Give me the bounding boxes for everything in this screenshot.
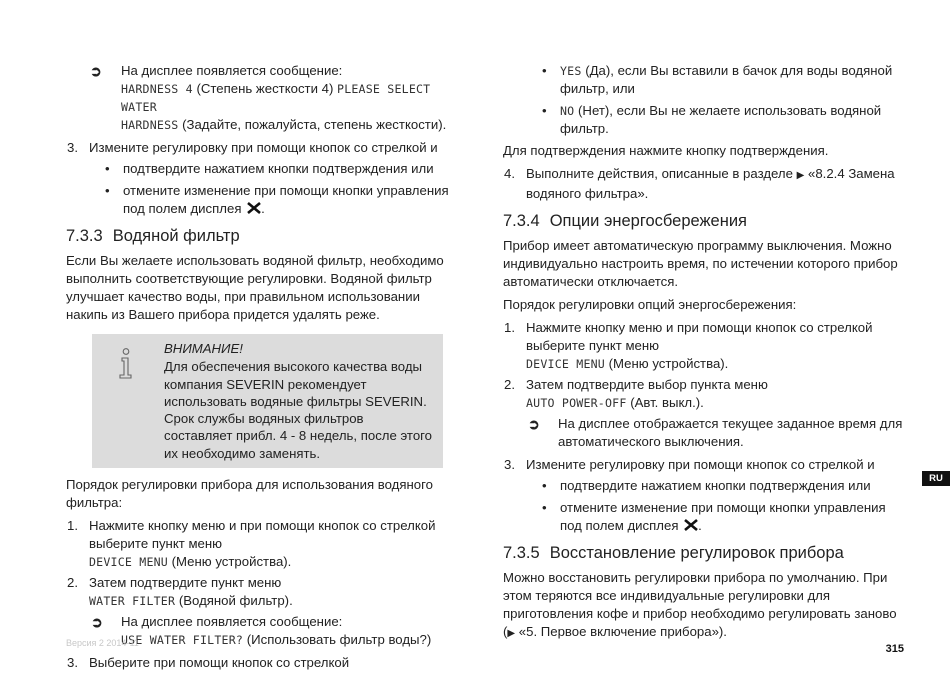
play-triangle-icon: ▶ (507, 628, 516, 639)
paragraph: Порядок регулировки опций энергосбережения: (503, 297, 797, 312)
arrow-note: ➲ На дисплее появляется сообщение: USE WATER FILTER? (Использовать фильтр воды?) (91, 614, 432, 648)
numbered-step: 2. Затем подтвердите пункт меню WATER FILTER (Водяной фильтр). (67, 575, 293, 609)
numbered-step: 4. Выполните действия, описанные в разделе ▶ «8.2.4 Замена водяного фильтра». (504, 166, 895, 201)
info-icon (116, 348, 136, 380)
numbered-step: 1. Нажмите кнопку меню и при помощи кнопок со стрелкой выберите пункт меню DEVICE MENU (Меню устройства). (67, 518, 436, 570)
bullet-item: • YES (Да), если Вы вставили в бачок для воды водяной фильтр, или (542, 63, 893, 96)
numbered-step: 1. Нажмите кнопку меню и при помощи кнопок со стрелкой выберите пункт меню DEVICE MENU (Меню устройства). (504, 320, 873, 371)
cancel-x-icon (247, 202, 261, 214)
arrow-note-hardness: ➲ На дисплее появляется сообщение: HARDNESS 4 (Степень жесткости 4) PLEASE SELECT WATER HARDNESS (Задайте, пожалуйста, степень жесткости). (66, 62, 461, 134)
section-heading: 7.3.5 Восстановление регулировок прибора (503, 544, 844, 562)
display-message: HARDNESS 4 (121, 82, 193, 96)
step-number: 3. (67, 140, 78, 155)
bullet-item: • отмените изменение при помощи кнопки управления под полем дисплея . (105, 183, 449, 216)
display-message: USE WATER FILTER? (121, 633, 244, 648)
section-heading: 7.3.3 Водяной фильтр (66, 227, 240, 245)
arrow-right-icon: ➲ (91, 614, 103, 631)
display-message: WATER FILTER (89, 594, 176, 609)
display-message: NO (560, 104, 575, 118)
paragraph: Для подтверждения нажмите кнопку подтверждения. (503, 143, 829, 158)
notice-text: Для обеспечения высокого качества воды компания SEVERIN рекомендует использовать водяные фильтры SEVERIN. Срок службы водяных фильтров составляет прибл. 4 - 8 недель, после этого их необходимо заменять. (164, 359, 433, 461)
notice-box (92, 334, 443, 468)
language-tab: RU (922, 471, 950, 486)
numbered-step: 2. Затем подтвердите выбор пункта меню AUTO POWER-OFF (Авт. выкл.). (504, 377, 768, 410)
numbered-step (66, 139, 461, 157)
version-footer: Версия 2 2014-11 (66, 638, 139, 648)
paragraph: Если Вы желаете использовать водяной фильтр, необходимо выполнить соответствующие регулировки. Водяной фильтр улучшает качество воды, при правильном использовании накипь из Вашего прибора придется удалять реже. (66, 253, 444, 322)
display-message: AUTO POWER-OFF (526, 396, 627, 410)
paragraph: Прибор имеет автоматическую программу выключения. Можно индивидуально настроить время, по истечении которого прибор автоматически отключается. (503, 238, 898, 289)
display-message: HARDNESS (121, 118, 179, 132)
paragraph: Можно восстановить регулировки прибора по умолчанию. При этом теряются все индивидуальные регулировки для приготовления кофе и прибор необходимо регулировать заново (▶ «5. Первое включение прибора»). (503, 570, 897, 639)
page-number: 315 (885, 643, 904, 655)
display-message: DEVICE MENU (526, 357, 605, 371)
display-message: YES (560, 64, 582, 78)
bullet-item: • подтвердите нажатием кнопки подтверждения или (542, 478, 871, 493)
arrow-right-icon: ➲ (528, 416, 540, 432)
right-column (503, 62, 908, 648)
bullet-item: • NO (Нет), если Вы не желаете использовать водяной фильтр. (542, 103, 882, 136)
numbered-step: 3. Выберите при помощи кнопок со стрелкой (67, 655, 350, 671)
notice-title: ВНИМАНИЕ! (164, 341, 243, 356)
arrow-note: ➲ На дисплее отображается текущее заданное время для автоматического выключения. (528, 416, 903, 449)
cancel-x-icon (684, 519, 698, 531)
play-triangle-icon: ▶ (796, 170, 805, 181)
section-heading: 7.3.4 Опции энергосбережения (503, 212, 747, 230)
bullet-item: • отмените изменение при помощи кнопки управления под полем дисплея . (542, 500, 886, 533)
display-message: DEVICE MENU (89, 555, 168, 570)
bullet-item: • подтвердите нажатием кнопки подтверждения или (105, 161, 434, 176)
arrow-right-icon: ➲ (90, 63, 102, 79)
step-text: Измените регулировку при помощи кнопок со стрелкой и (89, 140, 438, 155)
numbered-step: 3. Измените регулировку при помощи кнопок со стрелкой и (504, 457, 875, 472)
display-message: PLEASE SELECT WATER (121, 82, 431, 114)
arrow-note-text: На дисплее появляется сообщение: (121, 63, 343, 78)
paragraph: Порядок регулировки прибора для использования водяного фильтра: (66, 477, 433, 511)
left-column (66, 62, 461, 675)
